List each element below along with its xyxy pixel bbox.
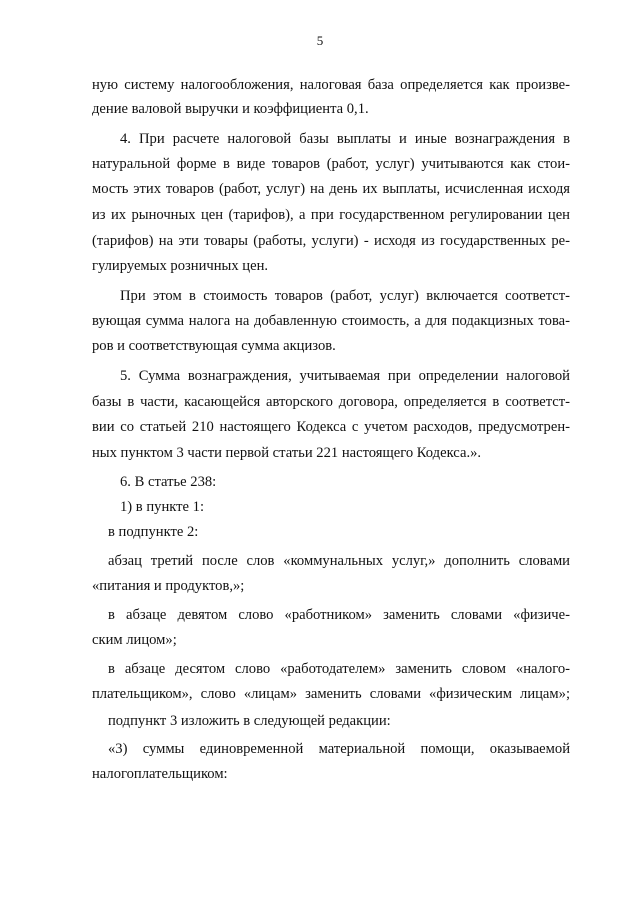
text-line: вии со статьей 210 настоящего Кодекса с учетом расходов, предусмотрен-	[92, 419, 570, 435]
text-line: 6. В статье 238:	[120, 474, 217, 490]
text-line: ную систему налогообложения, налоговая база определяется как произве-	[92, 77, 570, 93]
text-line: базы в части, касающейся авторского договора, определяется в соответст-	[92, 394, 570, 410]
text-line: ных пунктом 3 части первой статьи 221 настоящего Кодекса.».	[92, 445, 482, 461]
text-line: мость этих товаров (работ, услуг) на день их выплаты, исчисленная исходя	[92, 181, 570, 197]
text-line: дение валовой выручки и коэффициента 0,1.	[92, 101, 369, 117]
text-line: абзац третий после слов «коммунальных услуг,» дополнить словами	[108, 553, 570, 569]
text-line: гулируемых розничных цен.	[92, 258, 269, 274]
text-line: в абзаце десятом слово «работодателем» заменить словом «налого-	[108, 661, 570, 677]
text-line: «питания и продуктов,»;	[92, 578, 245, 594]
text-line: плательщиком», слово «лицам» заменить словами «физическим лицам»;	[92, 686, 570, 702]
text-line: в абзаце девятом слово «работником» заменить словами «физиче-	[108, 607, 570, 623]
text-line: вующая сумма налога на добавленную стоимость, а для подакцизных това-	[92, 313, 570, 329]
text-line: налогоплательщиком:	[92, 766, 228, 782]
text-line: (тарифов) на эти товары (работы, услуги) - исходя из государственных ре-	[92, 233, 570, 249]
text-line: ров и соответствующая сумма акцизов.	[92, 338, 336, 354]
text-line: ским лицом»;	[92, 632, 177, 648]
text-line: При этом в стоимость товаров (работ, услуг) включается соответст-	[120, 288, 570, 304]
text-line: «3) суммы единовременной материальной помощи, оказываемой	[108, 741, 570, 757]
text-line: 1) в пункте 1:	[120, 499, 205, 515]
text-line: в подпункте 2:	[108, 524, 199, 540]
text-line: 5. Сумма вознаграждения, учитываемая при определении налоговой	[120, 368, 570, 384]
text-line: натуральной форме в виде товаров (работ, услуг) учитываются как стои-	[92, 156, 570, 172]
text-line: из их рыночных цен (тарифов), а при государственном регулировании цен	[92, 207, 570, 223]
text-line: подпункт 3 изложить в следующей редакции:	[108, 713, 391, 729]
page-number: 5	[316, 33, 324, 48]
text-line: 4. При расчете налоговой базы выплаты и иные вознаграждения в	[120, 131, 570, 147]
